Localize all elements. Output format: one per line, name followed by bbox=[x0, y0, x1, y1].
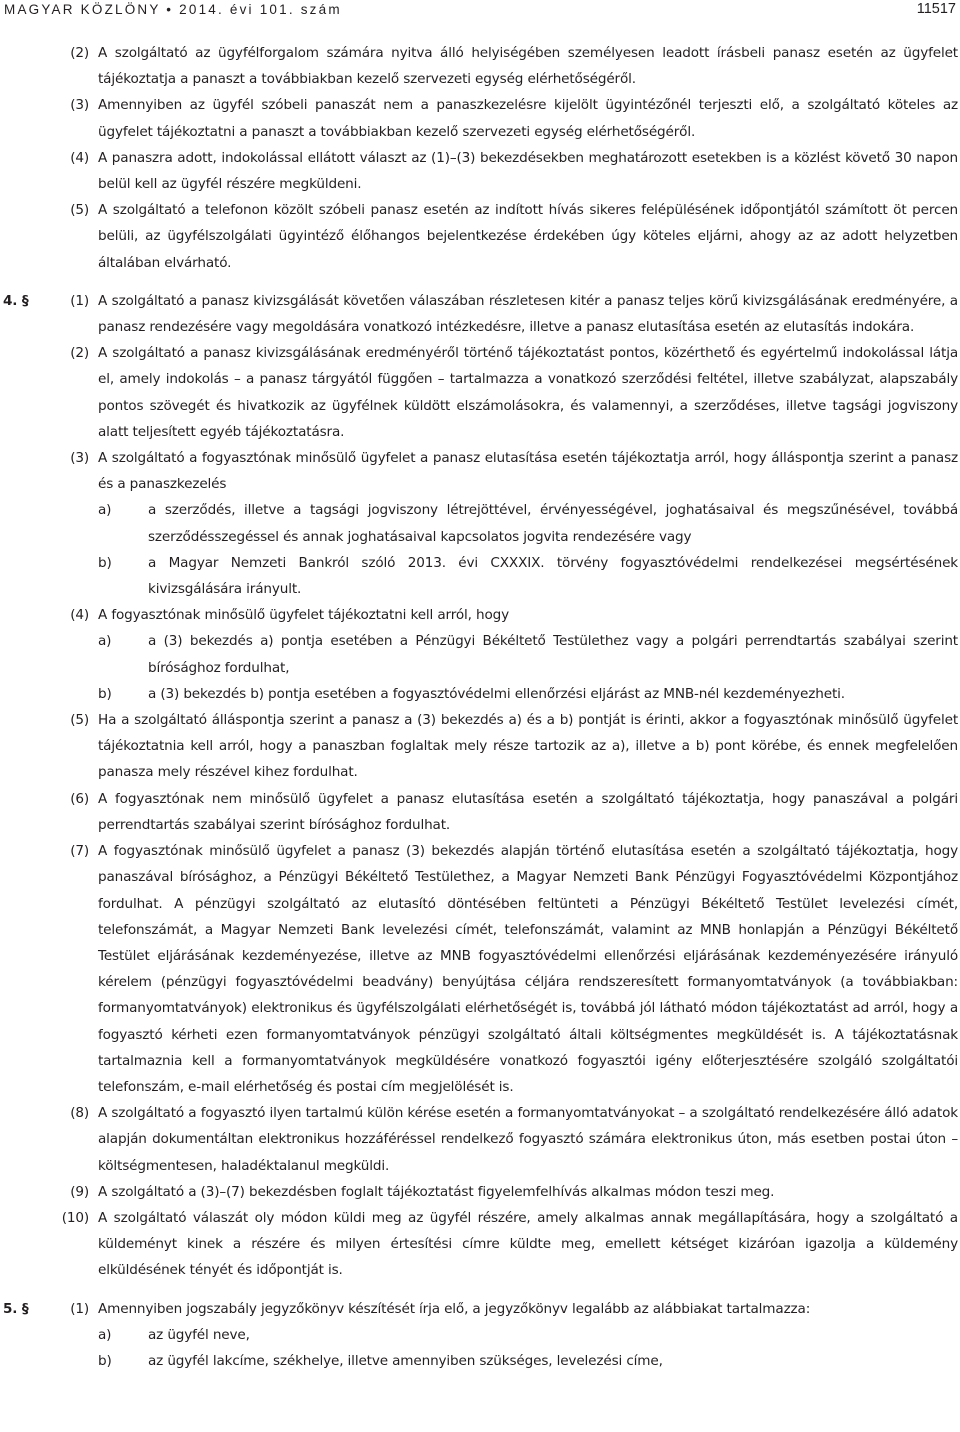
paragraph-number: (6) bbox=[70, 790, 89, 807]
paragraph-4-6 bbox=[0, 786, 960, 838]
paragraph-text: Amennyiben jogszabály jegyzőkönyv készítését írja elő, a jegyzőkönyv legalább az alábbiakat tartalmazza: bbox=[98, 1300, 811, 1317]
paragraph-3-3 bbox=[0, 92, 960, 144]
paragraph-4-5 bbox=[0, 707, 960, 786]
point-label: a) bbox=[98, 502, 112, 519]
paragraph-text: A szolgáltató a telefonon közölt szóbeli panasz esetén az indított hívás sikeres felépülésének időpontjától számított öt percen belüli, az ügyfélszolgálati ügyintéző élőhangos bejelentkezése érdekében úgy köteles eljárni, ahogy az az adott helyzetben általában elvárható. bbox=[98, 202, 958, 271]
paragraph-number: (8) bbox=[70, 1105, 89, 1122]
paragraph-text: A szolgáltató a (3)–(7) bekezdésben foglalt tájékoztatást figyelemfelhívás alkalmas módon teszi meg. bbox=[98, 1183, 775, 1200]
point-4-4-a bbox=[0, 628, 960, 680]
paragraph-text: A szolgáltató az ügyfélforgalom számára nyitva álló helyiségében személyesen leadott írásbeli panasz esetén az ügyfelet tájékoztatja a panaszt a továbbiakban kezelő szervezeti egység elérhetőségéről. bbox=[98, 45, 958, 88]
paragraph-3-5 bbox=[0, 197, 960, 276]
document-body bbox=[0, 40, 960, 1374]
paragraph-4-3 bbox=[0, 445, 960, 497]
paragraph-4-10 bbox=[0, 1205, 960, 1284]
point-label: b) bbox=[98, 554, 112, 571]
point-label: b) bbox=[98, 685, 112, 702]
paragraph-number: (3) bbox=[70, 97, 89, 114]
paragraph-number: (2) bbox=[70, 345, 89, 362]
point-4-3-b bbox=[0, 550, 960, 602]
paragraph-4-2 bbox=[0, 340, 960, 445]
publication-title: MAGYAR KÖZLÖNY • 2014. évi 101. szám bbox=[4, 2, 342, 17]
point-5-1-b bbox=[0, 1348, 960, 1374]
section-label: 5. § bbox=[3, 1300, 29, 1317]
paragraph-number: (1) bbox=[70, 292, 89, 309]
paragraph-number: (1) bbox=[70, 1300, 89, 1317]
paragraph-text: Ha a szolgáltató álláspontja szerint a panasz a (3) bekezdés a) és a b) pontját is érinti, akkor a fogyasztónak minősülő ügyfelet tájékoztatnia kell arról, hogy a panaszban foglaltak mely része tartozik az a), illetve a b) pont körébe, és ennek megfelelően panasza mely részével kihez fordulhat. bbox=[98, 712, 958, 781]
point-5-1-a bbox=[0, 1322, 960, 1348]
paragraph-4-1 bbox=[0, 288, 960, 340]
paragraph-text: A szolgáltató a fogyasztónak minősülő ügyfelet a panasz elutasítása esetén tájékoztatja arról, hogy álláspontja szerint a panasz és a panaszkezelés bbox=[98, 450, 958, 493]
paragraph-text: A szolgáltató a panasz kivizsgálásának eredményéről történő tájékoztatást pontos, közérthető és egyértelmű indokolással látja el, amely indokolás – a panasz tárgyától függően – tartalmazza a vonatkozó szerződési feltétel, illetve szabályzat, alapszabály pontos szövegét és hivatkozik az ügyfélnek küldött elszámolásokra, és valamennyi, a szerződéses, illetve tagsági jogviszony alatt teljesített egyéb tájékoztatásra. bbox=[98, 345, 958, 440]
paragraph-3-4 bbox=[0, 145, 960, 197]
point-text: az ügyfél lakcíme, székhelye, illetve amennyiben szükséges, levelezési címe, bbox=[148, 1352, 663, 1369]
paragraph-4-7 bbox=[0, 838, 960, 1100]
paragraph-3-2 bbox=[0, 40, 960, 92]
point-text: az ügyfél neve, bbox=[148, 1326, 250, 1343]
paragraph-text: A fogyasztónak minősülő ügyfelet a panasz (3) bekezdés alapján történő elutasítása esetén a szolgáltató tájékoztatja, hogy panaszával bírósághoz, a Pénzügyi Békéltető Testülethez, a Magyar Nemzeti Bank Pénzügyi Fogyasztóvédelmi Központjához fordulhat. A pénzügyi szolgáltató az elutasító döntésében feltünteti a Pénzügyi Békéltető Testület levelezési címét, telefonszámát, a Magyar Nemzeti Bank levelezési címét, telefonszámát, valamint az MNB honlapján a Pénzügyi Békéltető Testület eljárásának kezdeményezése, illetve az MNB fogyasztóvédelmi ellenőrzési eljárásának kezdeményezésére irányuló kérelem (pénzügyi fogyasztóvédelmi beadvány) benyújtása céljára rendszeresített formanyomtatványok (a továbbiakban: formanyomtatványok) elektronikus és ügyfélszolgálati elérhetőségét is, továbbá jól látható módon tájékoztatást ad arról, hogy a fogyasztó kérheti ezen formanyomtatványok pénzügyi szolgáltató általi költségmentes megküldését is. A tájékoztatásnak tartalmaznia kell a formanyomtatványok megküldésére vonatkozó fogyasztói igény előterjesztésére szolgáló szolgáltatói telefonszám, e-mail elérhetőség és postai cím megjelölését is. bbox=[98, 843, 958, 1095]
paragraph-text: A szolgáltató válaszát oly módon küldi meg az ügyfél részére, amely alkalmas annak megállapítására, hogy a szolgáltató a küldeményt kinek a részére és milyen értesítési címre küldte meg, emellett kétséget kizáróan igazolja a küldemény elküldésének tényét és időpontját is. bbox=[98, 1209, 958, 1279]
paragraph-text: A fogyasztónak minősülő ügyfelet tájékoztatni kell arról, hogy bbox=[98, 607, 510, 624]
point-label: a) bbox=[98, 633, 112, 650]
point-text: a (3) bekezdés b) pontja esetében a fogyasztóvédelmi ellenőrzési eljárást az MNB-nél kezdeményezheti. bbox=[148, 685, 845, 702]
point-label: a) bbox=[98, 1326, 112, 1343]
point-text: a Magyar Nemzeti Bankról szóló 2013. évi CXXXIX. törvény fogyasztóvédelmi rendelkezései megsértésének kivizsgálására irányult. bbox=[148, 554, 958, 598]
point-4-3-a bbox=[0, 497, 960, 549]
paragraph-number: (9) bbox=[70, 1183, 89, 1200]
point-label: b) bbox=[98, 1352, 112, 1369]
paragraph-number: (4) bbox=[70, 149, 89, 166]
paragraph-number: (4) bbox=[70, 607, 89, 624]
paragraph-4-9 bbox=[0, 1179, 960, 1205]
point-text: a (3) bekezdés a) pontja esetében a Pénzügyi Békéltető Testülethez vagy a polgári perrendtartás szabályai szerint bírósághoz fordulhat, bbox=[148, 633, 958, 676]
page-number: 11517 bbox=[916, 1, 956, 17]
paragraph-number: (3) bbox=[70, 450, 89, 467]
paragraph-text: A szolgáltató a panasz kivizsgálását követően válaszában részletesen kitér a panasz teljes körű kivizsgálásának eredményére, a panasz rendezésére vagy megoldására vonatkozó intézkedésre, illetve a panasz elutasítása esetén az elutasítás indokára. bbox=[98, 292, 958, 336]
point-text: a szerződés, illetve a tagsági jogviszony létrejöttével, érvényességével, joghatásaival és megszűnésével, továbbá szerződésszegéssel és annak joghatásaival kapcsolatos jogvita rendezésére vagy bbox=[148, 502, 958, 545]
paragraph-number: (2) bbox=[70, 45, 89, 61]
paragraph-4-8 bbox=[0, 1100, 960, 1179]
paragraph-number: (5) bbox=[70, 202, 89, 219]
paragraph-number: (7) bbox=[70, 843, 89, 860]
paragraph-text: Amennyiben az ügyfél szóbeli panaszát nem a panaszkezelésre kijelölt ügyintézőnél terjeszti elő, a szolgáltató köteles az ügyfelet tájékoztatni a panaszt a továbbiakban kezelő szervezeti egység elérhetőségéről. bbox=[98, 97, 958, 140]
section-label: 4. § bbox=[3, 292, 29, 309]
paragraph-number: (5) bbox=[70, 712, 89, 729]
paragraph-5-1 bbox=[0, 1296, 960, 1322]
paragraph-4-4 bbox=[0, 602, 960, 628]
paragraph-text: A szolgáltató a fogyasztó ilyen tartalmú külön kérése esetén a formanyomtatványokat – a szolgáltató rendelkezésére álló adatok alapján dokumentáltan elektronikus hozzáféréssel rendelkező fogyasztó számára elektronikus úton, más esetben postai úton – költségmentesen, haladéktalanul megküldi. bbox=[98, 1105, 958, 1174]
page-header bbox=[0, 0, 960, 22]
point-4-4-b bbox=[0, 681, 960, 707]
paragraph-text: A fogyasztónak nem minősülő ügyfelet a panasz elutasítása esetén a szolgáltató tájékoztatja, hogy panaszával a polgári perrendtartás szabályai szerint bírósághoz fordulhat. bbox=[98, 790, 958, 833]
paragraph-number: (10) bbox=[61, 1209, 89, 1226]
paragraph-text: A panaszra adott, indokolással ellátott választ az (1)–(3) bekezdésekben meghatározott esetekben is a közlést követő 30 napon belül kell az ügyfél részére megküldeni. bbox=[98, 149, 958, 193]
